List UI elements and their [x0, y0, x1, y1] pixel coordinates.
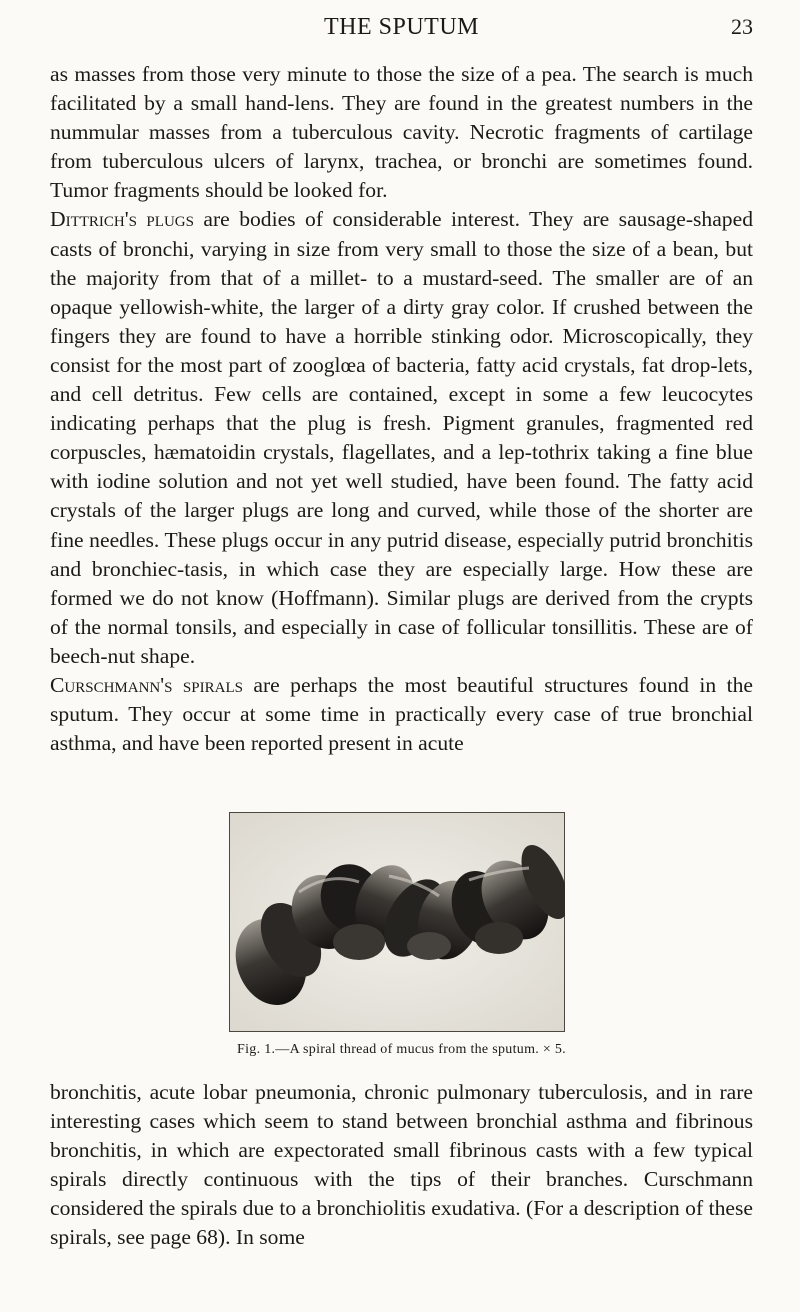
paragraph-intro — [50, 60, 753, 205]
paragraph-curschmann — [50, 671, 753, 758]
curschmann-spirals-lead: Curschmann's spirals — [50, 672, 243, 697]
page-header — [50, 14, 753, 54]
dittrich-plugs-lead: Dittrich's plugs — [50, 207, 194, 232]
paragraph-dittrich-text: are bodies of considerable interest. They are sausage-shaped casts of bronchi, varying in size from very small to those the size of a bean, but the majority from that of a millet- to a mustard-seed. The smaller are of an opaque yellowish-white, the larger of a dirty gray color. If crushed between the fingers they are found to have a horrible stinking odor. Microscopically, they consist for the most part of zooglœa of bacteria, fatty acid crystals, fat drop-lets, and cell detritus. Few cells are contained, except in some a few leucocytes indicating perhaps that the plug is fresh. Pigment granules, fragmented red corpuscles, hæmatoidin crystals, flagellates, and a lep-tothrix taking a fine blue with iodine solution and not yet well studied, have been found. The fatty acid crystals of the larger plugs are long and curved, while those of the shorter are fine needles. These plugs occur in any putrid disease, especially putrid bronchitis and bronchiec-tasis, in which case they are especially large. How these are formed we do not know (Hoffmann). Similar plugs are derived from the crypts of the normal tonsils, and especially in case of follicular tonsillitis. These are of beech-nut shape. — [50, 207, 753, 668]
paragraph-dittrich — [50, 205, 753, 671]
paragraph-intro-text: as masses from those very minute to those the size of a pea. The search is much facilitated by a small hand-lens. They are found in the greatest numbers in the nummular masses from a tuberculous cavity. Necrotic fragments of cartilage from tuberculous ulcers of larynx, trachea, or bronchi are sometimes found. Tumor fragments should be looked for. — [50, 62, 753, 203]
figure-caption: Fig. 1.—A spiral thread of mucus from the sputum. × 5. — [237, 1042, 566, 1057]
paragraph-curschmann-text: are perhaps the most beautiful structures found in the sputum. They occur at some time in practically every case of true bronchial asthma, and have been reported present in acute — [50, 672, 753, 756]
figure-spiral-thread — [229, 812, 565, 1032]
paragraph-continued: bronchitis, acute lobar pneumonia, chronic pulmonary tuberculosis, and in rare interesting cases which seem to stand between bronchial asthma and fibrinous bronchitis, in which are expectorated small fibrinous casts with a few typical spirals directly continuous with the tips of their branches. Curschmann considered the spirals due to a bronchiolitis exudativa. (For a description of these spirals, see page 68). In some — [50, 1080, 753, 1250]
page-number: 23 — [731, 14, 753, 39]
body-text-continued — [50, 1078, 753, 1253]
spiral-thread-image — [229, 812, 565, 1032]
running-head: THE SPUTUM — [323, 14, 479, 40]
body-text — [50, 60, 753, 758]
